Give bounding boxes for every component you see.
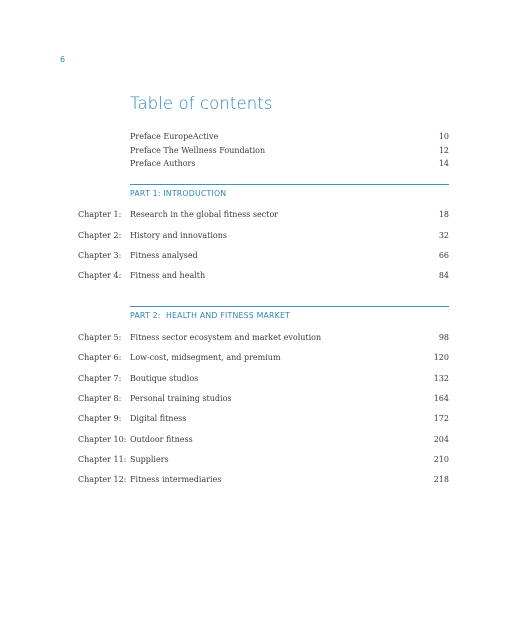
chapter-label: Chapter 3: bbox=[78, 251, 122, 260]
chapter-label: Chapter 5: bbox=[78, 333, 122, 342]
part-2-heading: PART 2: HEALTH AND FITNESS MARKET bbox=[130, 311, 291, 320]
chapter-label: Chapter 6: bbox=[78, 353, 122, 362]
chapter-title: Research in the global fitness sector bbox=[130, 210, 279, 219]
chapter-title: Boutique studios bbox=[130, 374, 199, 383]
chapter-title: Fitness intermediaries bbox=[130, 475, 222, 484]
chapter-title: Digital fitness bbox=[130, 414, 187, 423]
chapter-label: Chapter 12: bbox=[78, 475, 127, 484]
chapter-row bbox=[0, 250, 506, 262]
toc-title: Table of contents bbox=[130, 94, 273, 113]
chapter-title: Low-cost, midsegment, and premium bbox=[130, 353, 281, 362]
preface-row bbox=[0, 158, 506, 170]
chapter-label: Chapter 9: bbox=[78, 414, 122, 423]
chapter-page: 132 bbox=[433, 374, 449, 383]
chapter-row bbox=[0, 373, 506, 385]
preface-title: Preface Authors bbox=[130, 159, 196, 168]
chapter-row bbox=[0, 393, 506, 405]
chapter-page: 210 bbox=[433, 455, 449, 464]
preface-page: 14 bbox=[438, 159, 449, 168]
chapter-label: Chapter 7: bbox=[78, 374, 122, 383]
chapter-label: Chapter 10: bbox=[78, 435, 127, 444]
preface-title: Preface The Wellness Foundation bbox=[130, 146, 266, 155]
chapter-title: Outdoor fitness bbox=[130, 435, 193, 444]
chapter-row bbox=[0, 474, 506, 486]
preface-row bbox=[0, 145, 506, 157]
chapter-page: 164 bbox=[433, 394, 449, 403]
chapter-row bbox=[0, 230, 506, 242]
chapter-row bbox=[0, 332, 506, 344]
part-1-heading: PART 1: INTRODUCTION bbox=[130, 189, 227, 198]
chapter-label: Chapter 2: bbox=[78, 231, 122, 240]
preface-row bbox=[0, 131, 506, 143]
preface-page: 12 bbox=[438, 146, 449, 155]
chapter-page: 18 bbox=[438, 210, 449, 219]
chapter-title: History and innovations bbox=[130, 231, 227, 240]
page-number: 6 bbox=[60, 55, 66, 64]
chapter-row bbox=[0, 413, 506, 425]
chapter-label: Chapter 4: bbox=[78, 271, 122, 280]
part-1-divider bbox=[130, 184, 449, 185]
chapter-row bbox=[0, 454, 506, 466]
chapter-page: 172 bbox=[433, 414, 449, 423]
chapter-page: 32 bbox=[438, 231, 449, 240]
chapter-label: Chapter 11: bbox=[78, 455, 127, 464]
chapter-row bbox=[0, 270, 506, 282]
preface-page: 10 bbox=[438, 132, 449, 141]
chapter-row bbox=[0, 209, 506, 221]
chapter-title: Personal training studios bbox=[130, 394, 232, 403]
chapter-title: Fitness sector ecosystem and market evolution bbox=[130, 333, 322, 342]
chapter-page: 98 bbox=[438, 333, 449, 342]
chapter-title: Fitness and health bbox=[130, 271, 206, 280]
chapter-page: 84 bbox=[438, 271, 449, 280]
chapter-page: 218 bbox=[433, 475, 449, 484]
chapter-page: 66 bbox=[438, 251, 449, 260]
preface-title: Preface EuropeActive bbox=[130, 132, 219, 141]
chapter-title: Fitness analysed bbox=[130, 251, 198, 260]
chapter-page: 120 bbox=[433, 353, 449, 362]
chapter-row bbox=[0, 352, 506, 364]
chapter-title: Suppliers bbox=[130, 455, 169, 464]
chapter-label: Chapter 1: bbox=[78, 210, 122, 219]
chapter-page: 204 bbox=[433, 435, 449, 444]
part-2-divider bbox=[130, 306, 449, 307]
chapter-row bbox=[0, 434, 506, 446]
chapter-label: Chapter 8: bbox=[78, 394, 122, 403]
